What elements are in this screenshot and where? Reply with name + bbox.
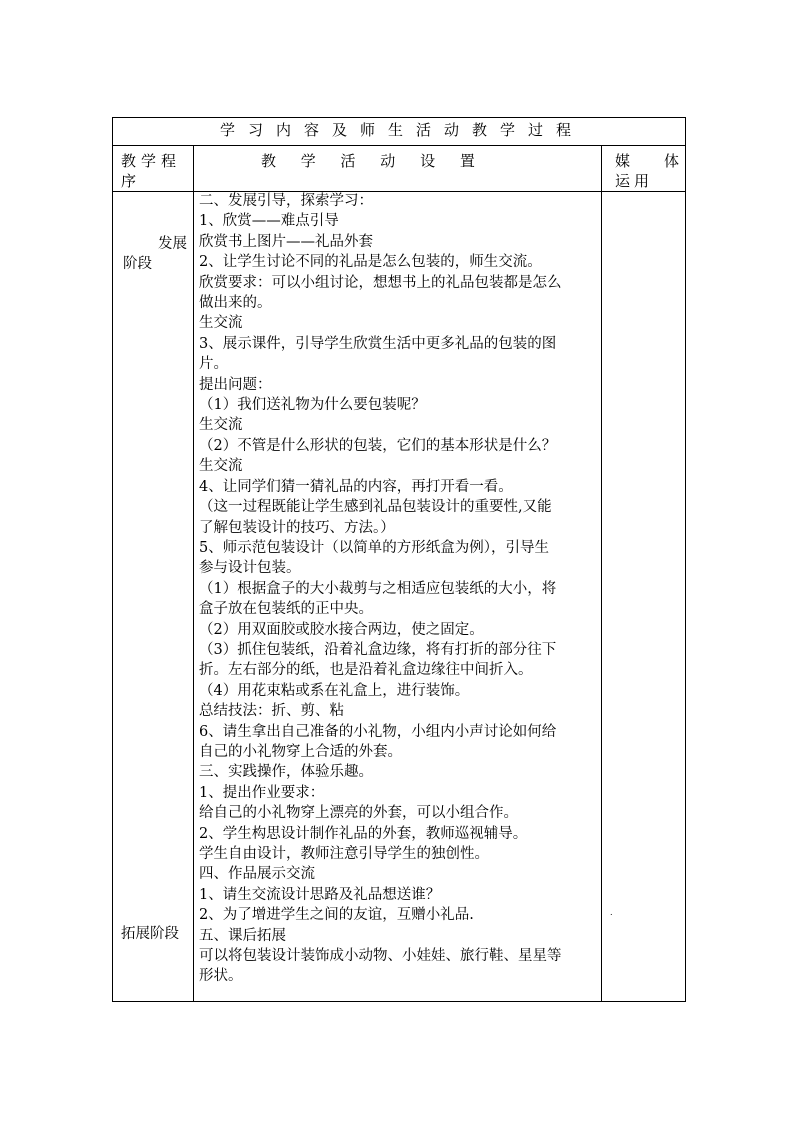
content-line: 自己的小礼物穿上合适的外套。 bbox=[199, 743, 402, 760]
content-line: 生交流 bbox=[199, 417, 243, 434]
header-activity: 教 学 活 动 设 置 bbox=[261, 152, 485, 170]
content-line: 做出来的。 bbox=[199, 295, 272, 312]
content-line: 片。 bbox=[199, 356, 228, 373]
content-line: 五、课后拓展 bbox=[199, 927, 286, 944]
content-line: 5、师示范包装设计（以简单的方形纸盒为例），引导生 bbox=[199, 539, 549, 556]
content-line: （2）用双面胶或胶水接合两边，使之固定。 bbox=[199, 621, 484, 638]
content-line: （1）我们送礼物为什么要包装呢？ bbox=[199, 397, 426, 414]
content-line: 生交流 bbox=[199, 315, 243, 332]
header-media bbox=[615, 151, 679, 191]
media-mark: . bbox=[610, 908, 613, 917]
content-line: 2、为了增进学生之间的友谊，互赠小礼品. bbox=[199, 907, 474, 924]
stage-development bbox=[123, 234, 187, 274]
content-line: 生交流 bbox=[199, 458, 243, 475]
content-line: 3、展示课件，引导学生欣赏生活中更多礼品的包装的图 bbox=[199, 335, 557, 352]
content-line: 给自己的小礼物穿上漂亮的外套，可以小组合作。 bbox=[199, 805, 518, 822]
stage-development-line2: 阶段 bbox=[123, 256, 152, 272]
content-line: 1、提出作业要求： bbox=[199, 784, 325, 801]
content-line: 三、实践操作，体验乐趣。 bbox=[199, 764, 373, 781]
content-line: 折。左右部分的纸，也是沿着礼盒边缘往中间折入。 bbox=[199, 662, 533, 679]
content-line: 学生自由设计，教师注意引导学生的独创性。 bbox=[199, 846, 489, 862]
content-line: 盒子放在包装纸的正中央。 bbox=[199, 601, 373, 618]
header-program: 教学程序 bbox=[121, 152, 182, 190]
activity-content bbox=[199, 191, 599, 987]
content-line: 6、请生拿出自己准备的小礼物，小组内小声讨论如何给 bbox=[199, 723, 557, 740]
header-media-char2: 体 bbox=[663, 152, 679, 170]
content-line: （这一过程既能让学生感到礼品包装设计的重要性,又能 bbox=[199, 499, 552, 516]
content-line: 可以将包装设计装饰成小动物、小娃娃、旅行鞋、星星等 bbox=[199, 948, 562, 965]
content-line: 参与设计包装。 bbox=[199, 560, 301, 577]
content-line: （1）根据盒子的大小裁剪与之相适应包装纸的大小，将 bbox=[199, 580, 557, 597]
content-line: 欣赏要求：可以小组讨论，想想书上的礼品包装都是怎么 bbox=[199, 274, 562, 291]
lesson-table bbox=[112, 117, 686, 1002]
content-line: 2、让学生讨论不同的礼品是怎么包装的，师生交流。 bbox=[199, 254, 542, 271]
header-media-char1: 媒 bbox=[615, 152, 631, 170]
content-line: 二、发展引导，探索学习： bbox=[199, 193, 373, 209]
content-line: 四、作品展示交流 bbox=[199, 866, 315, 883]
content-line: 提出问题： bbox=[199, 376, 272, 393]
content-line: 4、让同学们猜一猜礼品的内容，再打开看一看。 bbox=[199, 478, 513, 495]
content-line: 总结技法：折、剪、粘 bbox=[199, 703, 344, 720]
content-line: （4）用花束粘或系在礼盒上，进行装饰。 bbox=[199, 682, 470, 699]
content-line: （2）不管是什么形状的包装，它们的基本形状是什么？ bbox=[199, 437, 557, 454]
content-line: 1、欣赏——难点引导 bbox=[199, 213, 339, 230]
content-line: 了解包装设计的技巧、方法。） bbox=[199, 519, 395, 536]
content-line: （3）抓住包装纸，沿着礼盒边缘，将有打折的部分往下 bbox=[199, 641, 557, 658]
column-divider-right bbox=[601, 146, 602, 1001]
content-line: 1、请生交流设计思路及礼品想送谁？ bbox=[199, 886, 441, 903]
stage-development-line1: 发展 bbox=[158, 236, 187, 252]
content-line: 欣赏书上图片——礼品外套 bbox=[199, 233, 373, 250]
stage-extension: 拓展阶段 bbox=[121, 926, 179, 942]
table-title: 学习内容及师生活动教学过程 bbox=[113, 118, 685, 146]
header-media-line2: 运用 bbox=[615, 172, 654, 190]
content-line: 2、学生构思设计制作礼品的外套，教师巡视辅导。 bbox=[199, 825, 528, 842]
content-line: 形状。 bbox=[199, 968, 243, 985]
column-divider-left bbox=[193, 146, 194, 1001]
